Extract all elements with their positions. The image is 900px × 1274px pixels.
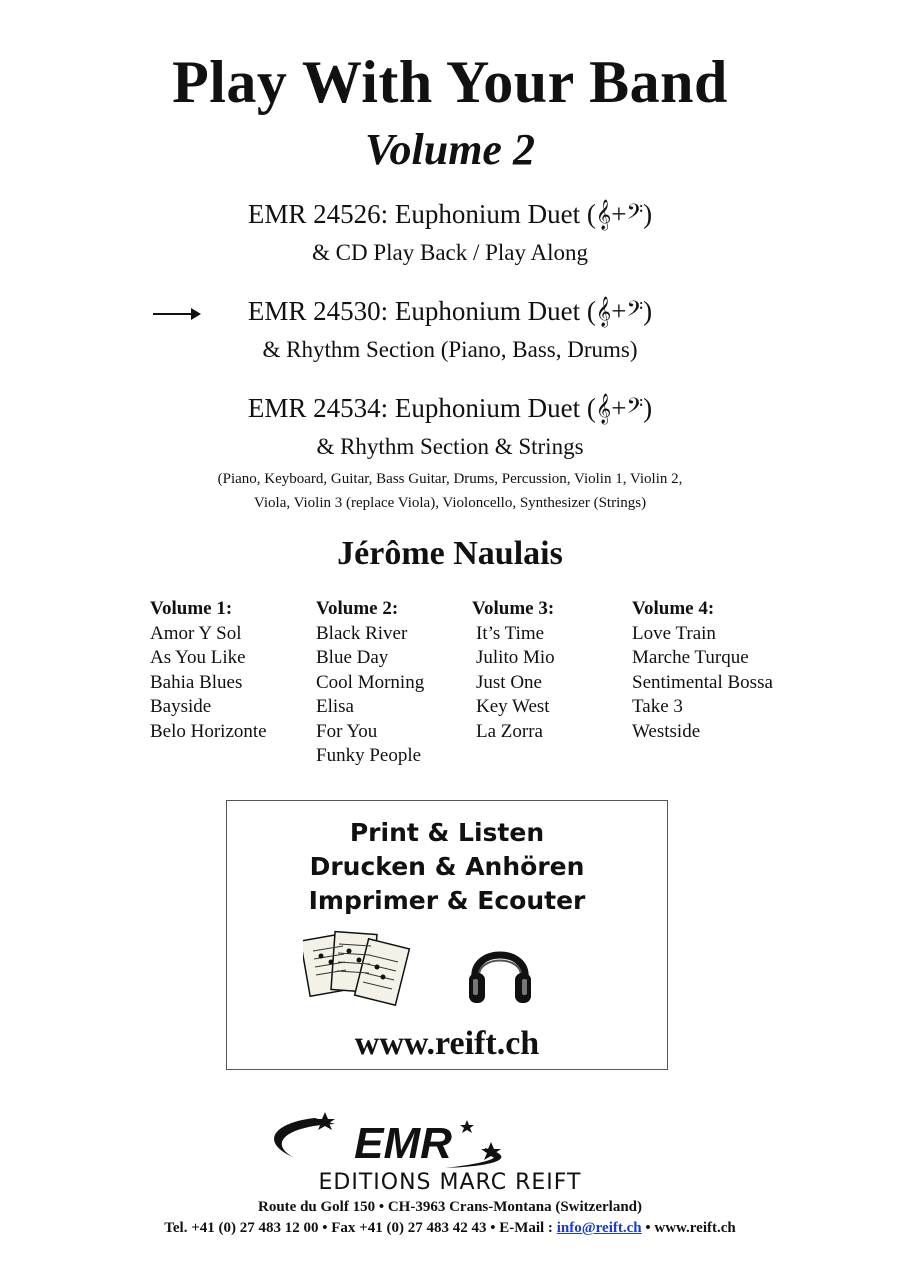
list-item: Just One xyxy=(476,671,542,693)
list-item: Sentimental Bossa xyxy=(632,671,773,693)
page-title: Play With Your Band xyxy=(172,49,728,115)
volume-heading: Volume 3: xyxy=(472,598,555,619)
edition-desc: Euphonium Duet xyxy=(394,296,581,326)
bass-clef-icon: 𝄢 xyxy=(626,297,644,327)
volume-column xyxy=(472,597,555,744)
bass-clef-icon: 𝄢 xyxy=(626,200,644,230)
list-item: Blue Day xyxy=(316,647,389,668)
volume-column xyxy=(316,597,424,769)
sheet-music-icon xyxy=(303,929,413,1011)
edition-code: EMR 24530 xyxy=(247,296,381,326)
instrument-list: (Piano, Keyboard, Guitar, Bass Guitar, Drums, Percussion, Violin 1, Violin 2, xyxy=(217,471,683,487)
list-item: Bayside xyxy=(150,696,212,717)
list-item: Funky People xyxy=(316,745,422,766)
list-item: Elisa xyxy=(316,696,354,717)
contact-prefix: Tel. +41 (0) 27 483 12 00 • Fax +41 (0) 27 483 42 43 • E-Mail : xyxy=(164,1220,557,1236)
list-item: La Zorra xyxy=(476,720,543,742)
volume-column xyxy=(632,597,773,744)
logo-text: EMR xyxy=(354,1119,452,1168)
promo-line: Imprimer & Ecouter xyxy=(308,886,586,915)
list-item: Marche Turque xyxy=(632,647,749,668)
volume-heading: Volume 2: xyxy=(316,598,399,619)
treble-clef-icon: 𝄞 xyxy=(595,200,612,230)
list-item: Amor Y Sol xyxy=(150,622,242,644)
volume-heading: Volume 4: xyxy=(632,598,715,619)
composer-name: Jérôme Naulais xyxy=(337,535,563,572)
edition-line: EMR 24526: Euphonium Duet (𝄞+𝄢) xyxy=(247,199,653,230)
edition-line: EMR 24534: Euphonium Duet (𝄞+𝄢) xyxy=(247,393,653,424)
list-item: Take 3 xyxy=(632,696,683,717)
list-item: Cool Morning xyxy=(316,671,425,693)
instrument-list: Viola, Violin 3 (replace Viola), Violoncello, Synthesizer (Strings) xyxy=(253,495,647,511)
contact-suffix: • www.reift.ch xyxy=(641,1220,736,1236)
edition-detail: & Rhythm Section & Strings xyxy=(316,434,584,459)
list-item: Black River xyxy=(316,622,408,644)
emr-logo xyxy=(255,1108,555,1170)
treble-clef-icon: 𝄞 xyxy=(595,297,612,327)
list-item: As You Like xyxy=(150,647,246,668)
headphones-icon xyxy=(465,933,535,1009)
edition-detail: & Rhythm Section (Piano, Bass, Drums) xyxy=(262,337,638,362)
list-item: Bahia Blues xyxy=(150,671,243,693)
edition-code: EMR 24534 xyxy=(247,393,381,423)
edition-detail: & CD Play Back / Play Along xyxy=(312,240,588,265)
edition-code: EMR 24526 xyxy=(247,199,381,229)
website-link[interactable]: www.reift.ch xyxy=(354,1025,540,1062)
promo-line: Print & Listen xyxy=(349,818,545,847)
list-item: It’s Time xyxy=(476,622,545,644)
list-item: Belo Horizonte xyxy=(150,720,267,742)
list-item: Love Train xyxy=(632,622,716,644)
list-item: For You xyxy=(316,720,378,742)
publisher-contact xyxy=(0,1220,900,1237)
email-link[interactable]: info@reift.ch xyxy=(556,1220,642,1236)
print-listen-box xyxy=(226,800,668,1070)
edition-line-selected: EMR 24530: Euphonium Duet (𝄞+𝄢) xyxy=(247,296,653,327)
volume-column xyxy=(150,597,267,744)
publisher-address: Route du Golf 150 • CH-3963 Crans-Montana (Switzerland) xyxy=(258,1199,642,1215)
volume-subtitle: Volume 2 xyxy=(365,125,535,174)
treble-clef-icon: 𝄞 xyxy=(595,394,612,424)
list-item: Key West xyxy=(476,696,550,717)
edition-desc: Euphonium Duet xyxy=(394,199,581,229)
publisher-name: EDITIONS MARC REIFT xyxy=(318,1170,582,1195)
edition-desc: Euphonium Duet xyxy=(394,393,581,423)
promo-line: Drucken & Anhören xyxy=(309,852,585,881)
list-item: Julito Mio xyxy=(476,647,555,668)
volume-heading: Volume 1: xyxy=(150,598,233,619)
list-item: Westside xyxy=(632,720,701,742)
bass-clef-icon: 𝄢 xyxy=(626,394,644,424)
